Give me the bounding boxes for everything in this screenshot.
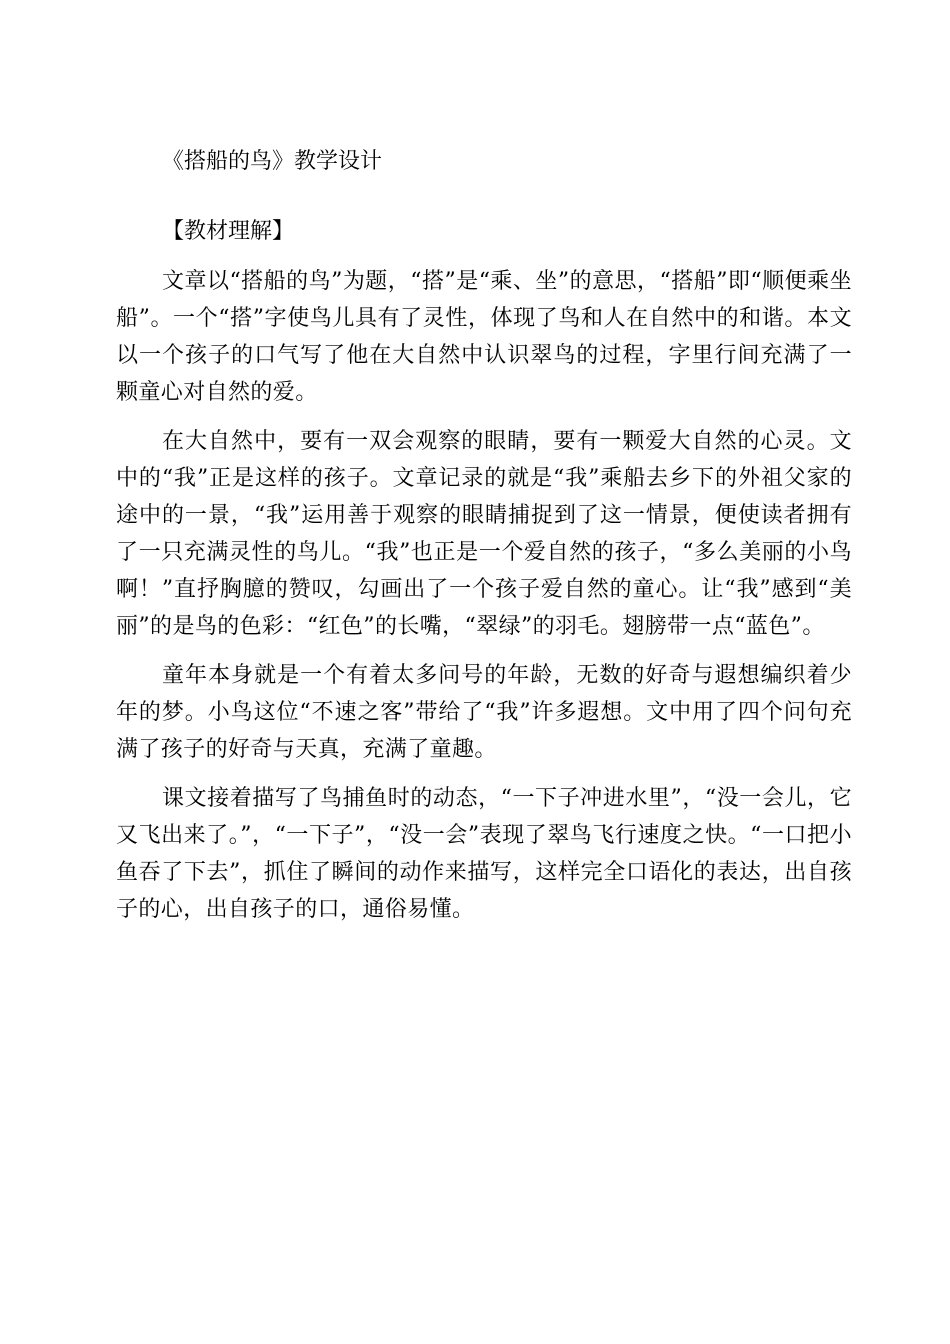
paragraph-2: 在大自然中，要有一双会观察的眼睛，要有一颗爱大自然的心灵。文中的“我”正是这样的孩子。文章记录的就是“我”乘船去乡下的外祖父家的途中的一景，“我”运用善于观察的眼睛捕捉到了这一情景，便使读者拥有了一只充满灵性的鸟儿。“我”也正是一个爱自然的孩子，“多么美丽的小鸟啊！”直抒胸臆的赞叹，勾画出了一个孩子爱自然的童心。让“我”感到“美丽”的是鸟的色彩：“红色”的长嘴，“翠绿”的羽毛。翅膀带一点“蓝色”。: [116, 429, 852, 639]
paragraph-1: 文章以“搭船的鸟”为题，“搭”是“乘、坐”的意思，“搭船”即“顺便乘坐船”。一个“搭”字使鸟儿具有了灵性，体现了鸟和人在自然中的和谐。本文以一个孩子的口气写了他在大自然中认识翠鸟的过程，字里行间充满了一颗童心对自然的爱。: [116, 269, 852, 405]
document-title: 《搭船的鸟》教学设计: [162, 149, 383, 174]
section-heading: 【教材理解】: [162, 219, 295, 244]
document-body: [116, 263, 852, 928]
paragraph-3: 童年本身就是一个有着太多问号的年龄，无数的好奇与遐想编织着少年的梦。小鸟这位“不速之客”带给了“我”许多遐想。文中用了四个问句充满了孩子的好奇与天真，充满了童趣。: [116, 663, 852, 762]
paragraph-4: 课文接着描写了鸟捕鱼时的动态，“一下子冲进水里”，“没一会儿，它又飞出来了。”，“一下子”，“没一会”表现了翠鸟飞行速度之快。“一口把小鱼吞了下去”，抓住了瞬间的动作来描写，这样完全口语化的表达，出自孩子的心，出自孩子的口，通俗易懂。: [116, 786, 852, 922]
